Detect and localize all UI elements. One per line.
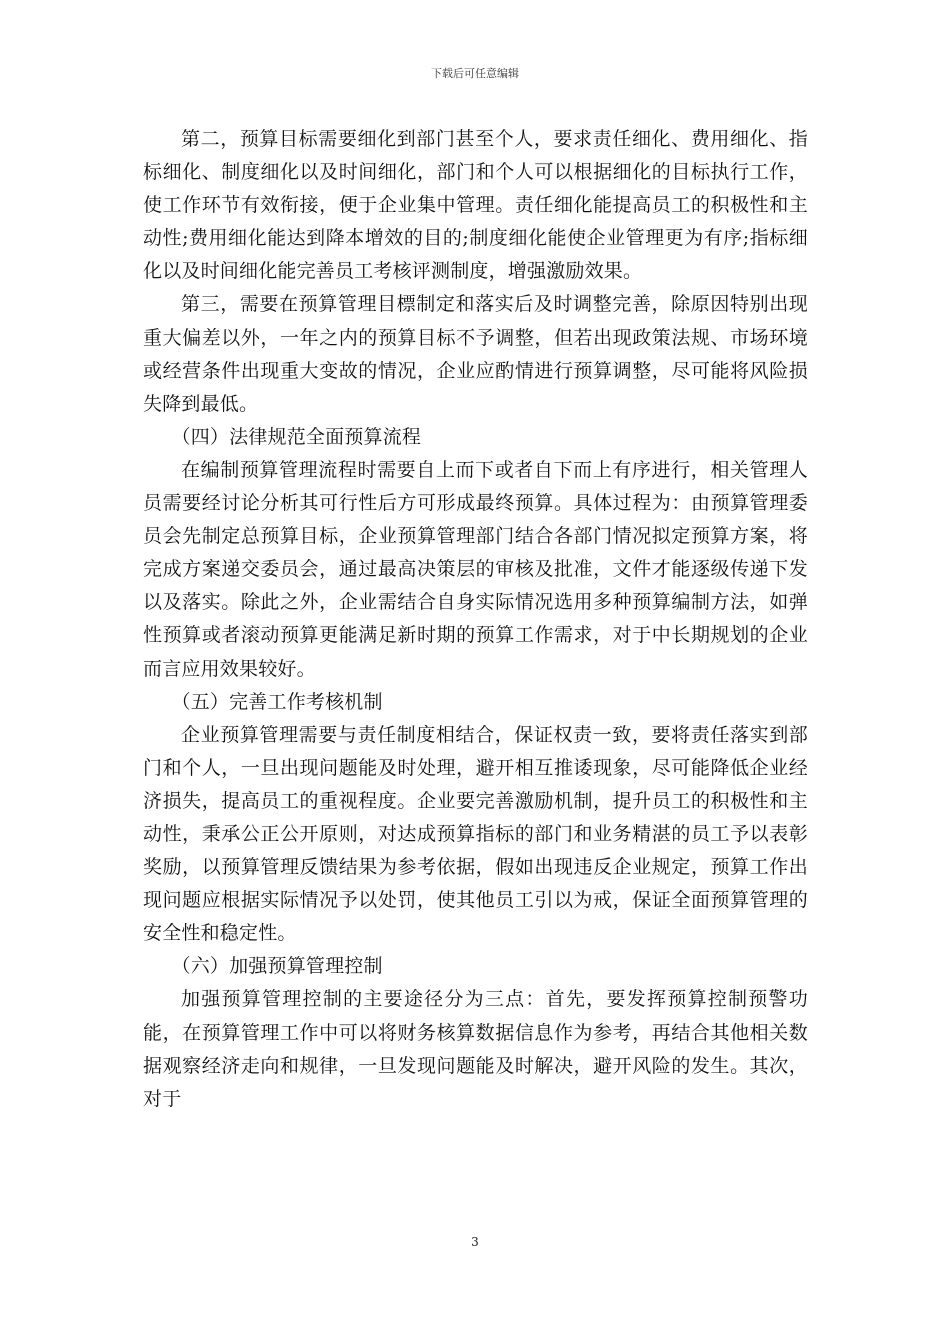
section-heading-5: （五）完善工作考核机制: [171, 690, 383, 713]
section-heading-4: （四）法律规范全面预算流程: [171, 425, 422, 448]
section-heading-6: （六）加强预算管理控制: [171, 955, 383, 978]
paragraph-budget-adjustment: 第三，需要在预算管理目標制定和落实后及时调整完善，除原因特别出现重大偏差以外，一年之内的预算目标不予调整，但若出现政策法规、市场环境或经营条件出现重大变故的情况，企业应酌情进行预算调整，尽可能将风险损失降到最低。: [143, 293, 808, 415]
paragraph-assessment-mechanism: 企业预算管理需要与责任制度相结合，保证权责一致，要将责任落实到部门和个人，一旦出现问题能及时处理，避开相互推诿现象，尽可能降低企业经济损失，提高员工的重视程度。企业要完善激励机制，提升员工的积极性和主动性，秉承公正公开原则，对达成预算指标的部门和业务精湛的员工予以表彰奖励，以预算管理反馈结果为参考依据，假如出现违反企业规定，预算工作出现问题应根据实际情况予以处罚，使其他员工引以为戒，保证全面预算管理的安全性和稳定性。: [143, 723, 808, 945]
page-number: 3: [471, 1235, 479, 1249]
document-body: [143, 123, 808, 1116]
page-header: 下载后可任意编辑: [431, 67, 519, 80]
paragraph-budget-process: 在编制预算管理流程时需要自上而下或者自下而上有序进行，相关管理人员需要经讨论分析其可行性后方可形成最终预算。具体过程为：由预算管理委员会先制定总预算目标，企业预算管理部门结合各部门情况拟定预算方案，将完成方案递交委员会，通过最高决策层的审核及批准，文件才能逐级传递下发以及落实。除此之外，企业需结合自身实际情况选用多种预算编制方法，如弹性预算或者滚动预算更能满足新时期的预算工作需求，对于中长期规划的企业而言应用效果较好。: [143, 458, 808, 680]
paragraph-budget-target-refinement: 第二，预算目标需要细化到部门甚至个人，要求责任细化、费用细化、指标细化、制度细化以及时间细化，部门和个人可以根据细化的目标执行工作，使工作环节有效衔接，便于企业集中管理。责任细化能提高员工的积极性和主动性;费用细化能达到降本增效的目的;制度细化能使企业管理更为有序;指标细化以及时间细化能完善员工考核评测制度，增强激励效果。: [143, 128, 808, 283]
paragraph-budget-control: 加强预算管理控制的主要途径分为三点：首先，要发挥预算控制预警功能，在预算管理工作中可以将财务核算数据信息作为参考，再结合其他相关数据观察经济走向和规律，一旦发现问题能及时解决，避开风险的发生。其次，对于: [143, 988, 808, 1110]
